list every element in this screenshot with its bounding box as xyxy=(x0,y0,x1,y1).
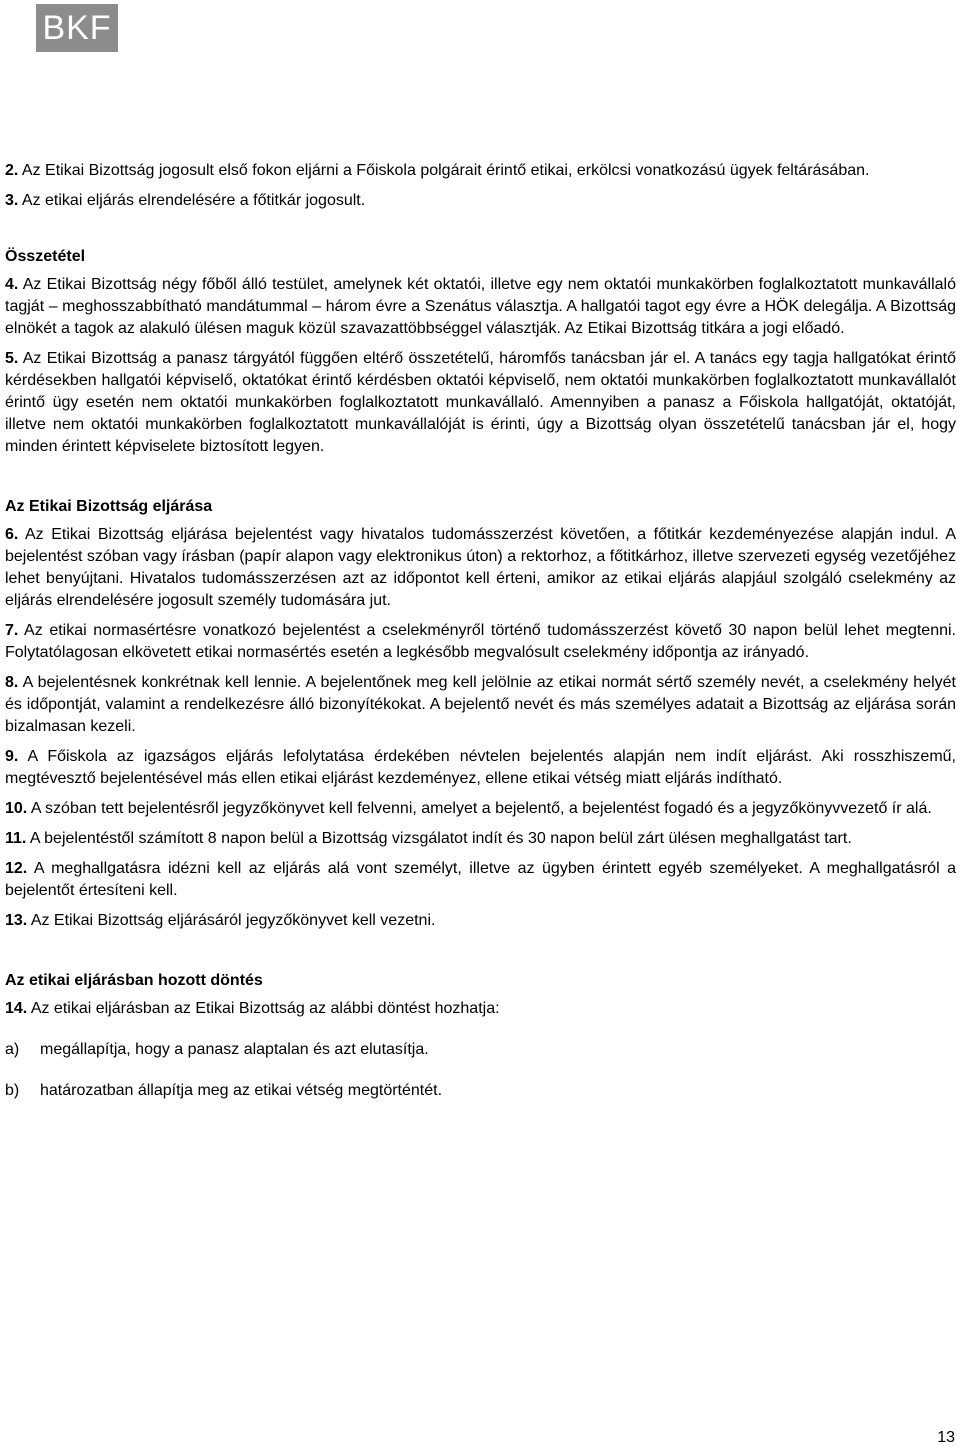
paragraph-text: Az Etikai Bizottság eljárása bejelentést vagy hivatalos tudomásszerzést követően, a főtitkár kezdeményezése alapján indul. A bejelentést szóban vagy írásban (papír alapon vagy elektronikus úton) a rektorhoz, a főtitkárhoz, illetve szervezeti egység vezetőjéhez lehet benyújtani. Hivatalos tudomásszerzésen azt az időpontot kell érteni, amikor az etikai eljárás alapjául szolgáló cselekmény az eljárás elrendelésére jogosult személy tudomására jut. xyxy=(5,526,956,609)
page-number: 13 xyxy=(937,1429,955,1446)
paragraph-number: 14. xyxy=(5,1000,28,1017)
paragraph-2 xyxy=(5,160,956,182)
paragraph-text: Az Etikai Bizottság jogosult első fokon eljárni a Főiskola polgárait érintő etikai, erkölcsi vonatkozású ügyek feltárásában. xyxy=(18,162,870,179)
paragraph-4 xyxy=(5,274,956,340)
paragraph-14 xyxy=(5,998,956,1020)
paragraph-8 xyxy=(5,672,956,738)
list-item xyxy=(5,1080,956,1102)
list-marker: b) xyxy=(5,1082,20,1099)
logo-text: BKF xyxy=(42,9,112,47)
paragraph-number: 12. xyxy=(5,860,28,877)
paragraph-text: Az Etikai Bizottság négy főből álló testület, amelynek két oktatói, illetve egy nem oktatói munkakörben foglalkoztatott munkavállaló tagját – meghosszabbítható mandátummal – három évre a Szenátus választja. A hallgatói tagot egy évre a HÖK delegálja. A Bizottság elnökét a tagok az alakuló ülésen maguk közül szavazattöbbséggel választják. Az Etikai Bizottság titkára a jogi előadó. xyxy=(5,276,956,337)
paragraph-12 xyxy=(5,858,956,902)
paragraph-10 xyxy=(5,798,956,820)
paragraph-number: 5. xyxy=(5,350,19,367)
paragraph-13 xyxy=(5,910,956,932)
paragraph-text: A szóban tett bejelentésről jegyzőkönyvet kell felvenni, amelyet a bejelentő, a bejelentést fogadó és a jegyzőkönyvvezető ír alá. xyxy=(27,800,932,817)
paragraph-number: 13. xyxy=(5,912,28,929)
paragraph-9 xyxy=(5,746,956,790)
paragraph-text: A Főiskola az igazságos eljárás lefolytatása érdekében névtelen bejelentés alapján nem indít eljárást. Aki rosszhiszemű, megtévesztő bejelentésével más ellen etikai eljárást kezdeményez, ellene etikai vétség miatt eljárás indítható. xyxy=(5,748,956,787)
paragraph-number: 3. xyxy=(5,192,19,209)
paragraph-5 xyxy=(5,348,956,458)
paragraph-number: 11. xyxy=(5,830,27,847)
list-item xyxy=(5,1039,956,1061)
paragraph-number: 7. xyxy=(5,622,19,639)
paragraph-number: 8. xyxy=(5,674,19,691)
paragraph-text: A bejelentéstől számított 8 napon belül a Bizottság vizsgálatot indít és 30 napon belül zárt ülésen meghallgatást tart. xyxy=(26,830,852,847)
paragraph-text: Az etikai normasértésre vonatkozó bejelentést a cselekményről történő tudomásszerzést követő 30 napon belül lehet megtenni. Folytatólagosan elkövetett etikai normasértés esetén a legkésőbb megvalósult cselekmény időpontja az irányadó. xyxy=(5,622,956,661)
paragraph-number: 9. xyxy=(5,748,19,765)
bkf-logo xyxy=(36,4,118,52)
section-heading-osszetetel: Összetétel xyxy=(5,248,86,265)
paragraph-number: 10. xyxy=(5,800,28,817)
list-text: megállapítja, hogy a panasz alaptalan és azt elutasítja. xyxy=(40,1041,429,1058)
paragraph-11 xyxy=(5,828,956,850)
paragraph-7 xyxy=(5,620,956,664)
paragraph-text: A meghallgatásra idézni kell az eljárás alá vont személyt, illetve az ügyben érintett egyéb személyeket. A meghallgatásról a bejelentőt értesíteni kell. xyxy=(5,860,956,899)
paragraph-number: 6. xyxy=(5,526,19,543)
paragraph-text: Az Etikai Bizottság eljárásáról jegyzőkönyvet kell vezetni. xyxy=(27,912,436,929)
paragraph-number: 4. xyxy=(5,276,19,293)
list-marker: a) xyxy=(5,1041,20,1058)
paragraph-6 xyxy=(5,524,956,612)
document-body xyxy=(5,160,956,1102)
section-heading-dontes: Az etikai eljárásban hozott döntés xyxy=(5,972,263,989)
list-text: határozatban állapítja meg az etikai vétség megtörténtét. xyxy=(40,1082,443,1099)
paragraph-text: Az etikai eljárásban az Etikai Bizottság az alábbi döntést hozhatja: xyxy=(27,1000,500,1017)
paragraph-text: Az Etikai Bizottság a panasz tárgyától függően eltérő összetételű, háromfős tanácsban jár el. A tanács egy tagja hallgatókat érintő kérdésekben hallgatói képviselő, oktatókat érintő kérdésben oktatói képviselő, nem oktatói munkakörben foglalkoztatott munkavállalót érintő ügy esetén nem oktatói munkakörben foglalkoztatott munkavállaló. Amennyiben a panasz a Főiskola hallgatóját, oktatóját, illetve nem oktatói munkakörben foglalkoztatott munkavállalóját is érinti, úgy a Bizottság olyan összetételű tanácsban jár el, hogy minden érintett képviselete biztosított legyen. xyxy=(5,350,956,455)
section-heading-eljarasa: Az Etikai Bizottság eljárása xyxy=(5,498,213,515)
paragraph-3 xyxy=(5,190,956,212)
paragraph-number: 2. xyxy=(5,162,19,179)
paragraph-text: A bejelentésnek konkrétnak kell lennie. A bejelentőnek meg kell jelölnie az etikai normát sértő személy nevét, a cselekmény helyét és időpontját, valamint a rendelkezésre álló bizonyítékokat. A bejelentő nevét és más személyes adatait a Bizottság az eljárása során bizalmasan kezeli. xyxy=(5,674,956,735)
paragraph-text: Az etikai eljárás elrendelésére a főtitkár jogosult. xyxy=(18,192,366,209)
